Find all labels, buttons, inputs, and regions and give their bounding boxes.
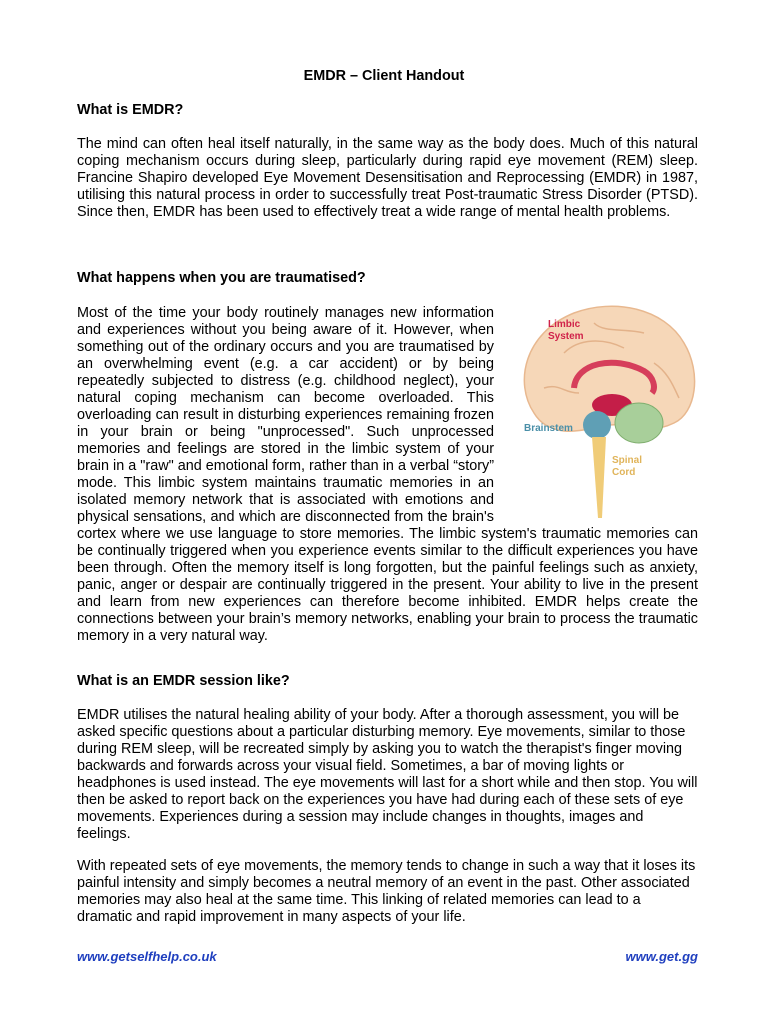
spinal-label: Spinal [612,455,643,466]
section-heading: What is an EMDR session like? [77,673,290,689]
footer-link-get-gg[interactable]: www.get.gg [625,949,698,964]
cerebellum-shape [615,403,663,443]
brain-diagram-image [504,293,704,525]
footer-link-getselfhelp[interactable]: www.getselfhelp.co.uk [77,949,217,964]
spinal-label: Cord [612,467,636,478]
limbic-label: System [548,331,584,342]
paragraph: With repeated sets of eye movements, the memory tends to change in such a way that it loses its painful intensity and simply becomes a neutral memory of an event in the past. Other associated memories may also heal at the same time. This linking of related memories can lead to a dramatic and rapid improvement in many aspects of your life. [77,858,696,925]
limbic-label: Limbic [548,319,581,330]
brainstem-label: Brainstem [524,423,573,434]
paragraph: The mind can often heal itself naturally, in the same way as the body does. Much of this natural coping mechanism occurs during sleep, particularly during rapid eye movement (REM) sleep. Francine Shapiro developed Eye Movement Desensitisation and Reprocessing (EMDR) in 1987, utilising this natural process in order to successfully treat Post-traumatic Stress Disorder (PTSD). Since then, EMDR has been used to effectively treat a wide range of mental health problems. [77,136,698,220]
section-heading: What is EMDR? [77,102,184,118]
brainstem-shape [583,411,611,439]
section-heading: What happens when you are traumatised? [77,270,366,286]
paragraph: EMDR utilises the natural healing ability of your body. After a thorough assessment, you will be asked specific questions about a particular disturbing memory. Eye movements, similar to those during REM sleep, will be recreated simply by asking you to watch the therapist's finger moving backwards and forwards across your visual field. Sometimes, a bar of moving lights or headphones is used instead. The eye movements will last for a short while and then stop. You will then be asked to report back on the experiences you have had during each of these sets of eye movements. Experiences during a session may include changes in thoughts, images and feelings. [77,707,698,842]
paragraph-with-figure [77,305,698,645]
paragraph-text: Most of the time your body routinely manages new information and experiences without you being aware of it. However, when something out of the ordinary occurs and you are traumatised by an overwhelming event (e.g. a car accident) or by being repeatedly subjected to distress (e.g. childhood neglect), your natural coping mechanism can become overloaded. This overloading can result in disturbing experiences remaining frozen in your brain or being "unprocessed". Such unprocessed memories and feelings are stored in the limbic system of your brain in a "raw" and emotional form, rather than in a verbal “story” mode. This limbic system maintains traumatic memories in an isolated memory network that is associated with emotions and physical sensations, and which are disconnected from the brain's cortex where we use language to store memories. The limbic system's traumatic memories can be continually triggered when you experience events similar to the difficult experiences you have been through. Often the memory itself is long forgotten, but the painful feelings such as anxiety, panic, anger or despair are continually triggered in the present. Your ability to live in the present and learn from new experiences can therefore become inhibited. EMDR helps create the connections between your brain’s memory networks, enabling your brain to process the traumatic memory in a very natural way. [77,305,698,644]
spinal-cord-shape [592,437,606,518]
document-title: EMDR – Client Handout [303,68,465,84]
